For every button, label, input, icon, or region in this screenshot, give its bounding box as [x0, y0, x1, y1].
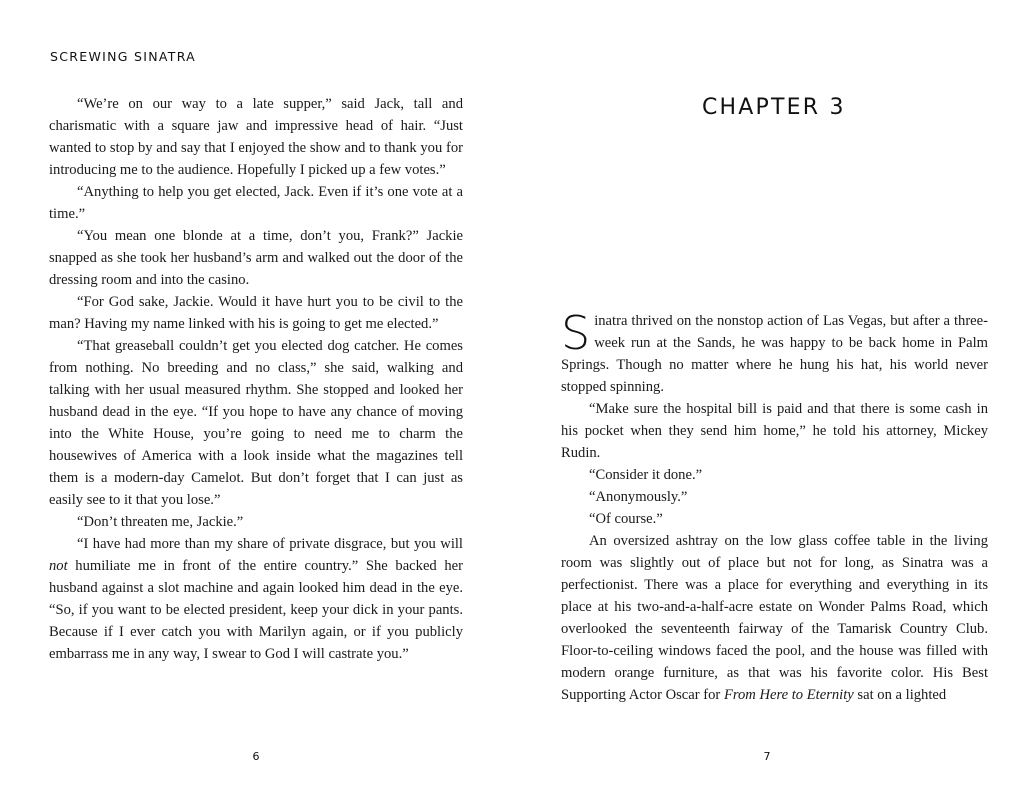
paragraph: “Anonymously.”: [589, 489, 688, 505]
page-number: 7: [763, 750, 771, 763]
book-title: From Here to Eternity: [723, 687, 854, 703]
paragraph: “You mean one blonde at a time, don’t you, Frank?” Jackie snapped as she took her husband’s arm and walked out the door of the dressing room and into the casino.: [49, 228, 463, 288]
running-head: SCREWING SINATRA: [50, 49, 197, 64]
paragraph: “For God sake, Jackie. Would it have hurt you to be civil to the man? Having my name linked with his is going to get me elected.”: [49, 294, 463, 332]
opening-paragraph: [561, 306, 988, 398]
text-run: sat on a lighted: [853, 687, 947, 703]
paragraph: “We’re on our way to a late supper,” said Jack, tall and charismatic with a square jaw and impressive head of hair. “Just wanted to stop by and say that I enjoyed the show and to thank you for introducing me to the audience. Hopefully I picked up a few votes.”: [49, 96, 463, 178]
paragraph: “Of course.”: [589, 511, 663, 527]
right-page: [512, 0, 1024, 790]
emphasis: not: [49, 558, 68, 574]
chapter-title: CHAPTER 3: [702, 95, 846, 120]
paragraph: “Consider it done.”: [589, 467, 703, 483]
text-run: humiliate me in front of the entire country.” She backed her husband against a slot machine and again looked him dead in the eye. “So, if you want to be elected president, keep your dick in your pants. Because if I ever catch you with Marilyn again, or if you publicly embarrass me in any way, I swear to God I will castrate you.”: [49, 558, 463, 662]
drop-cap: S: [561, 306, 591, 360]
paragraph: “That greaseball couldn’t get you elected dog catcher. He comes from nothing. No breeding and no class,” she said, walking and talking with her usual measured rhythm. She stopped and looked her husband dead in the eye. “If you hope to have any chance of moving into the White House, you’re going to need me to charm the housewives of America with a look inside what the magazines tell them is a modern-day Camelot. But don’t forget that I can just as easily see to it that you lose.”: [49, 338, 463, 508]
paragraph: “Make sure the hospital bill is paid and that there is some cash in his pocket when they send him home,” he told his attorney, Mickey Rudin.: [561, 401, 988, 461]
text-run: inatra thrived on the nonstop action of Las Vegas, but after a three-week run at the Sands, he was happy to be back home in Palm Springs. Though no matter where he hung his hat, his world never stopped spinning.: [561, 313, 988, 395]
paragraph: “Anything to help you get elected, Jack. Even if it’s one vote at a time.”: [49, 184, 463, 222]
paragraph: “Don’t threaten me, Jackie.”: [77, 514, 244, 530]
text-run: An oversized ashtray on the low glass coffee table in the living room was slightly out of place but not for long, as Sinatra was a perfectionist. There was a place for everything and everything in its place at his two-and-a-half-acre estate on Wonder Palms Road, which overlooked the seventeenth fairway of the Tamarisk Country Club. Floor-to-ceiling windows faced the pool, and the house was filled with modern orange furniture, as that was his favorite color. His Best Supporting Actor Oscar for: [561, 533, 988, 703]
paragraph: [561, 530, 988, 706]
paragraph: [49, 533, 463, 665]
right-page-body: [561, 306, 988, 706]
left-page-body: [49, 93, 463, 665]
text-run: “I have had more than my share of private disgrace, but you will: [77, 536, 463, 552]
page-number: 6: [252, 750, 260, 763]
